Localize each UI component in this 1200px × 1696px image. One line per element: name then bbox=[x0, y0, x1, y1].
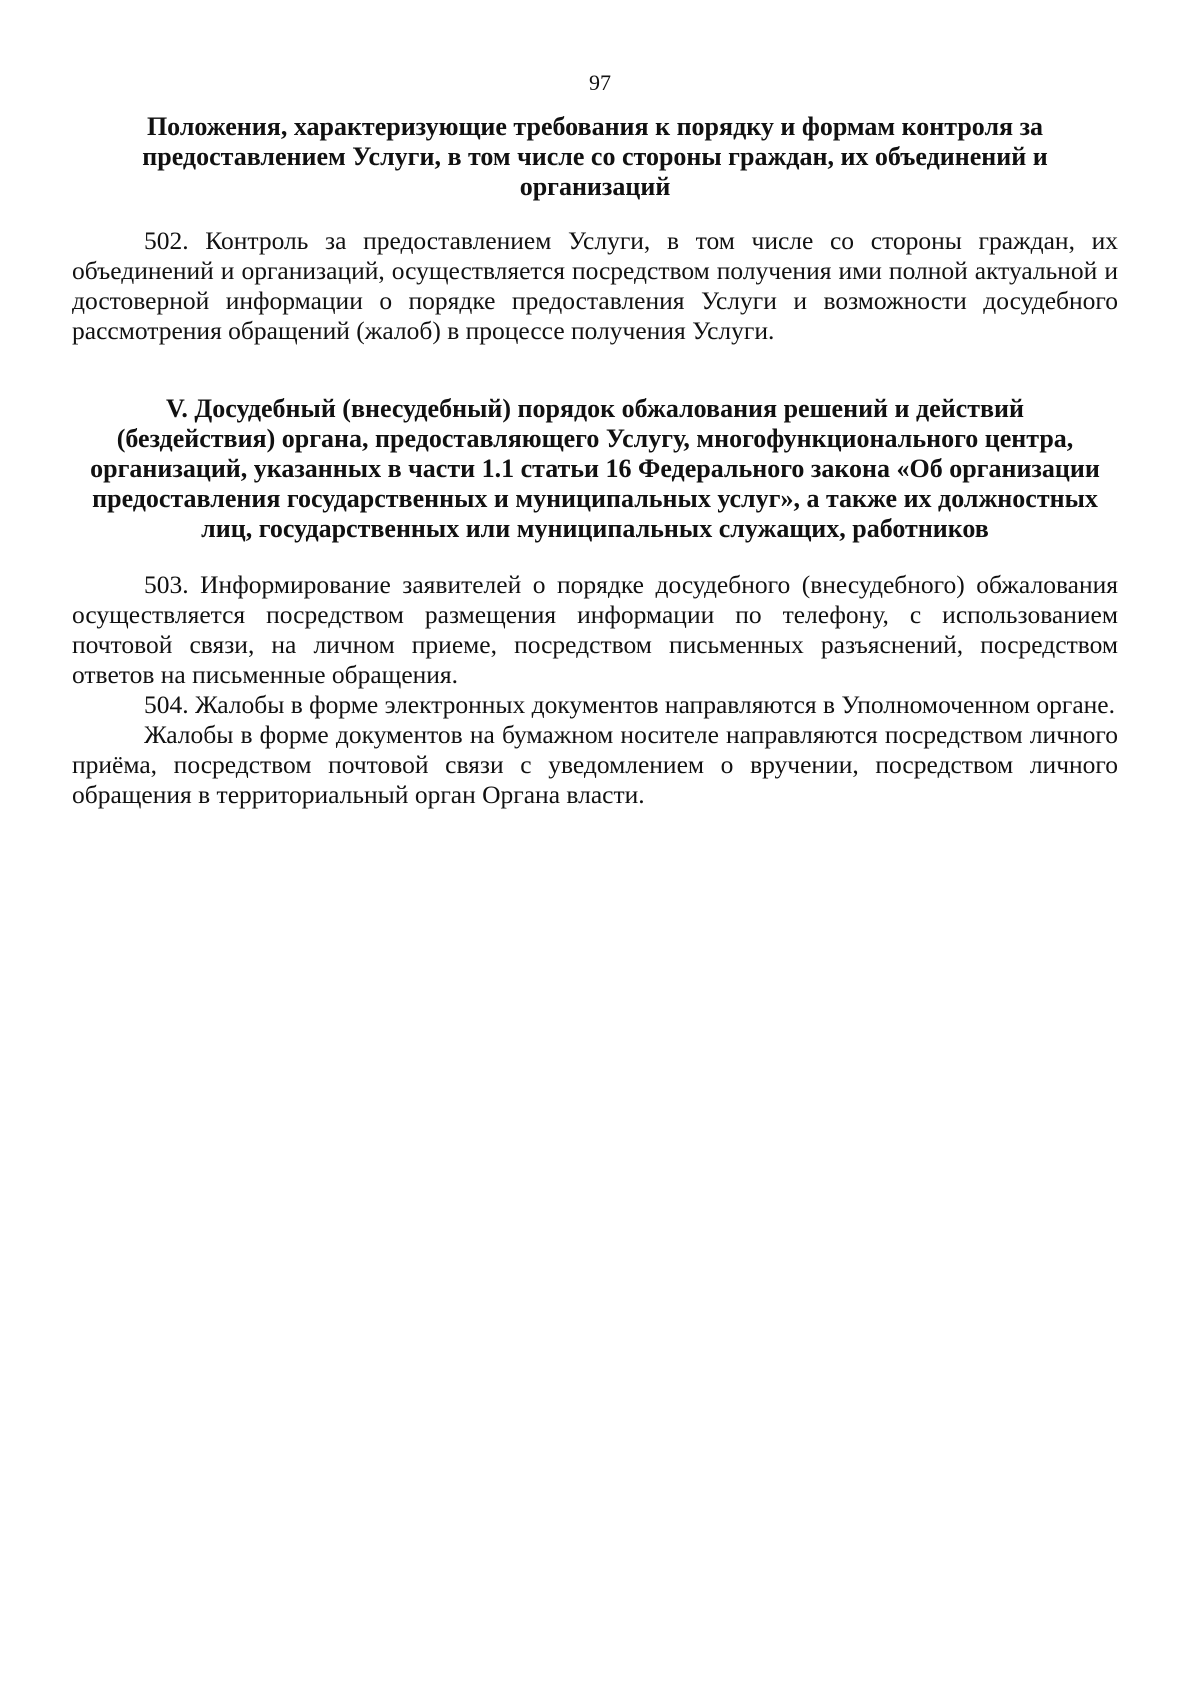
paragraph-503: 503. Информирование заявителей о порядке досудебного (внесудебного) обжалования осуществляется посредством размещения информации по телефону, с использованием почтовой связи, на личном приеме, посредством письменных разъяснений, посредством ответов на письменные обращения. bbox=[72, 570, 1118, 689]
paragraph-504-continued: Жалобы в форме документов на бумажном носителе направляются посредством личного приёма, посредством почтовой связи с уведомлением о вручении, посредством личного обращения в территориальный орган Органа власти. bbox=[72, 720, 1118, 809]
page-number: 97 bbox=[589, 70, 611, 95]
document-body bbox=[72, 112, 1118, 810]
paragraph-502: 502. Контроль за предоставлением Услуги, в том числе со стороны граждан, их объединений и организаций, осуществляется посредством получения ими полной актуальной и достоверной информации о порядке предоставления Услуги и возможности досудебного рассмотрения обращений (жалоб) в процессе получения Услуги. bbox=[72, 226, 1118, 345]
section-heading-control: Положения, характеризующие требования к порядку и формам контроля за предоставлением Услуги, в том числе со стороны граждан, их объединений и организаций bbox=[142, 112, 1048, 201]
paragraph-504: 504. Жалобы в форме электронных документов направляются в Уполномоченном органе. bbox=[144, 690, 1115, 719]
top-edge-mark bbox=[545, 0, 655, 7]
section-heading-appeal: V. Досудебный (внесудебный) порядок обжалования решений и действий (бездействия) органа, предоставляющего Услугу, многофункционального центра, организаций, указанных в части 1.1 статьи 16 Федерального закона «Об организации предоставления государственных и муниципальных услуг», а также их должностных лиц, государственных или муниципальных служащих, работников bbox=[90, 394, 1100, 543]
